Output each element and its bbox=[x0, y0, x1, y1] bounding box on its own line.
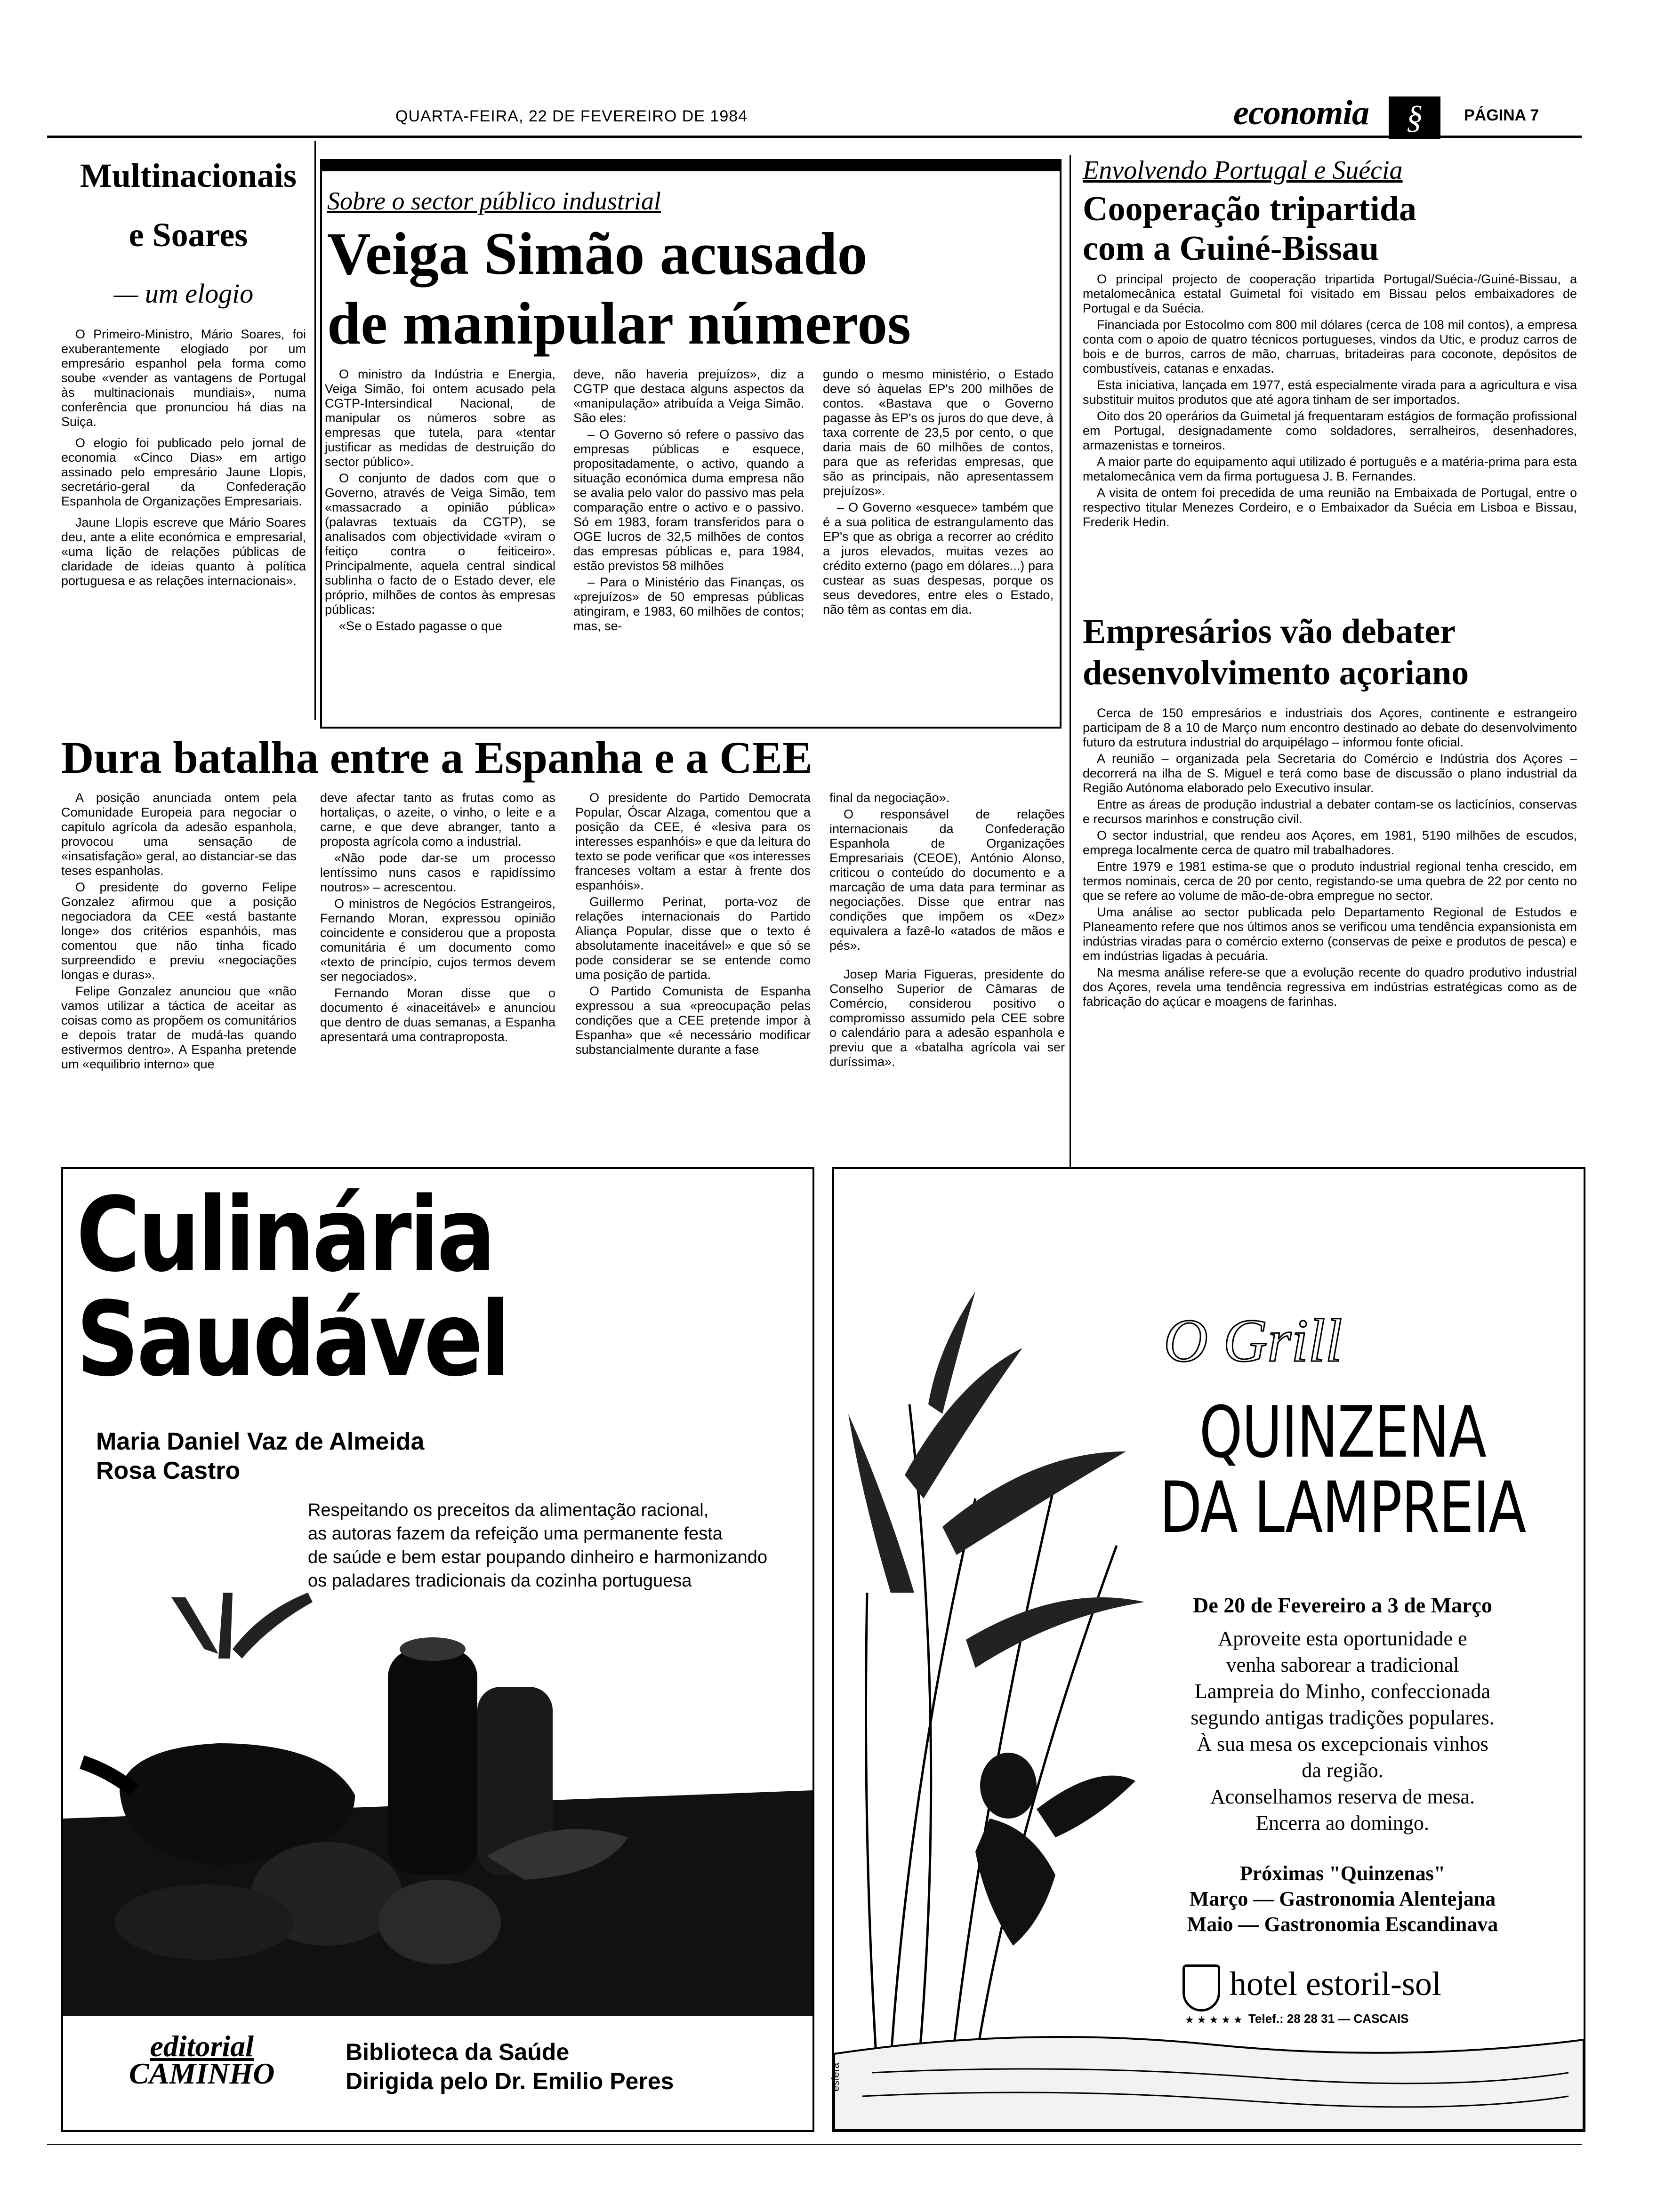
hotel-stars: ★★★★★ bbox=[1185, 2014, 1246, 2026]
ad-culinaria-blurb: Respeitando os preceitos da alimentação racional, as autoras fazem da refeição uma permanente festa de saúde e bem estar poupando dinheiro e harmonizando os paladares tradicionais da cozinha portuguesa bbox=[308, 1500, 768, 1591]
veiga-kicker: Sobre o sector público industrial bbox=[327, 187, 661, 215]
veiga-col2: deve, não haveria prejuízos», diz a CGTP que destaca alguns aspectos da «manipulação» atribuída a Veiga Simão. São eles: – O Governo só refere o passivo das empresas públicas e esquece, propositadamente, o activo, quando a situação económica duma empresa não se avalia pelo valor do passivo mas pela comparação entre o activo e o passivo. Só em 1983, foram transferidos para o OGE lucros de 32,5 milhões de contos das empresas públicas e, para 1984, estão previstos 58 milhões – Para o Ministério das Finanças, os «prejuízos» de 50 empresas públicas atingiram, e 1983, 60 milhões de contos; mas, se- bbox=[573, 367, 804, 633]
multinacionais-subtitle: — um elogio bbox=[113, 278, 254, 309]
bottom-rule bbox=[47, 2144, 1582, 2145]
lampreia-script: O Grill bbox=[1164, 1307, 1343, 1375]
ad-culinaria-title: Culinária Saudável bbox=[76, 1176, 508, 1399]
column-rule bbox=[314, 141, 316, 720]
veiga-col3: gundo o mesmo ministério, o Estado deve só àquelas EP's 200 milhões de contos. «Bastava que o Governo pagasse às EP's os juros do que deve, à taxa corrente de 23,5 por cento, o que daria mais de 60 milhões de contos, para que as referidas empresas, que são as principais, não apresentassem prejuízos». – O Governo «esquece» também que é a sua politica de estrangulamento das EP's que as obriga a recorrer ao crédito a juros elevados, muitas vezes ao crédito externo (pago em dólares...) para custear as suas despesas, porque os seus devedores, entre eles o Estado, não têm as contas em dia. bbox=[823, 367, 1054, 617]
publisher-logo: editorial CAMINHO bbox=[129, 2029, 275, 2090]
section-logo: § bbox=[1389, 96, 1440, 139]
veiga-col1: O ministro da Indústria e Energia, Veiga Simão, foi ontem acusado pela CGTP-Intersindical Nacional, de manipular os números sobre as empresas que tutela, para «tentar justificar as medidas de destruição do sector público». O conjunto de dados com que o Governo, através de Veiga Simão, tem «massacrado a opinião pública» (palavras textuais da CGTP), se analisados com objectividade «viram o feitiço contra o feiticeiro». Principalmente, aquela central sindical sublinha o facto de o Estado dever, ele próprio, milhões de contos às empresas públicas: «Se o Estado pagasse o que bbox=[325, 367, 555, 633]
acores-headline: Empresários vão debater desenvolvimento açoriano bbox=[1083, 612, 1469, 692]
cooperacao-headline: Cooperação tripartida com a Guiné-Bissau bbox=[1083, 190, 1417, 268]
multinacionais-title: Multinacionais e Soares bbox=[80, 157, 297, 254]
hotel-name: hotel estoril-sol bbox=[1230, 1965, 1441, 2003]
lampreia-next: Próximas "Quinzenas" Março — Gastronomia Alentejana Maio — Gastronomia Escandinava bbox=[1187, 1862, 1498, 1936]
multinacionais-body: O Primeiro-Ministro, Mário Soares, foi exuberantemente elogiado por um empresário espanhol pela forma como soube «vender as vantagens de Portugal às multinacionais mundiais», numa conferência que pronunciou há dias na Suiça. O elogio foi publicado pelo jornal de economia «Cinco Dias» em artigo assinado pelo empresário Jaune Llopis, secretário-geral da Confederação Espanhola de Organizações Empresariais. Jaune Llopis escreve que Mário Soares deu, ante a elite económica e empresarial, «uma lição de relações públicas de claridade de ideias quanto à política portuguesa e as relações internacionais». bbox=[61, 327, 306, 588]
ad-credit: esfera bbox=[829, 2062, 841, 2092]
hotel-phone: Telef.: 28 28 31 — CASCAIS bbox=[1248, 2012, 1409, 2026]
hotel-crest-icon bbox=[1182, 1964, 1220, 2012]
cooperacao-body: O principal projecto de cooperação tripartida Portugal/Suécia-/Guiné-Bissau, a metalomecânica estatal Guimetal foi visitado em Bissau pelos embaixadores de Portugal e da Suécia. Financiada por Estocolmo com 800 mil dólares (cerca de 108 mil contos), a empresa conta com o apoio de quatro técnicos portugueses, vindos da Utic, e produz carros de bois e de burros, carros de mão, charruas, britadeiras para coconote, depósitos de combustíveis, catanas e enxadas. Esta iniciativa, lançada em 1977, está especialmente virada para a agricultura e visa substituir muitos produtos que até agora tinham de ser importados. Oito dos 20 operários da Guimetal já frequentaram estágios de formação profissional em Portugal, designadamente como soldadores, serralheiros, desenhadores, armazenistas e torneiros. A maior parte do equipamento aqui utilizado é português e a matéria-prima para esta metalomecânica vem da firma portuguesa J. B. Fernandes. A visita de ontem foi precedida de uma reunião na Embaixada de Portugal, entre o respectivo titular Menezes Cordeiro, e o Embaixador da Suécia em Lisboa e Bissau, Frederik Hedin. bbox=[1083, 272, 1577, 529]
lampreia-text: Aproveite esta oportunidade e venha saborear a tradicional Lampreia do Minho, confeccionada segundo antigas tradições populares. À sua mesa os excepcionais vinhos da região. Aconselhamos reserva de mesa. Encerra ao domingo. bbox=[1190, 1627, 1495, 1835]
ad-culinaria-series: Biblioteca da Saúde Dirigida pelo Dr. Emilio Peres bbox=[346, 2039, 674, 2094]
espanha-col1: A posição anunciada ontem pela Comunidade Europeia para negociar o capitulo agrícola da adesão espanhola, provocou uma sensação de «insatisfação» geral, ao distanciar-se das teses espanholas. O presidente do governo Felipe Gonzalez afirmou que a posição negociadora da CEE «está bastante longe» dos critérios espanhóis, mas comentou que não tinha ficado surpreendido e previu «negociações longas e duras». Felipe Gonzalez anunciou que «não vamos utilizar a táctica de aceitar as coisas como as propõem os comunitários e depois tratar de mudá-las quando estivermos dentro». A Espanha pretende um «equilibrio interno» que bbox=[61, 791, 297, 1071]
lampreia-title: QUINZENA DA LAMPREIA bbox=[1159, 1392, 1526, 1549]
lampreia-dates: De 20 de Fevereiro a 3 de Março bbox=[1193, 1593, 1492, 1617]
espanha-col3: O presidente do Partido Democrata Popular, Óscar Alzaga, comentou que a posição da CEE, é «lesiva para os interesses espanhóis» e que da leitura do texto se pode verificar que «os interesses franceses voltam a estar à frente dos espanhóis». Guillermo Perinat, porta-voz de relações internacionais do Partido Aliança Popular, disse que o texto é absolutamente inaceitável» e que só se pode considerar se se entende como uma posição de partida. O Partido Comunista de Espanha expressou a sua «preocupação pelas condições que a CEE pretende impor à Espanha» que «é necessário modificar substancialmente durante a fase bbox=[575, 791, 811, 1057]
acores-body: Cerca de 150 empresários e industriais dos Açores, continente e estrangeiro participam de 8 a 10 de Março num encontro destinado ao debate do desenvolvimento futuro da estrutura industrial do arquipélago – informou fonte oficial. A reunião – organizada pela Secretaria do Comércio e Indústria dos Açores – decorrerá na ilha de S. Miguel e terá como base de discussão o plano industrial da Região Autónoma elaborado pelo Executivo insular. Entre as áreas de produção industrial a debater contam-se os lacticínios, conservas e recursos marinhos e construção civil. O sector industrial, que rendeu aos Açores, em 1981, 5190 milhões de escudos, emprega localmente cerca de quatro mil trabalhadores. Entre 1979 e 1981 estima-se que o produto industrial regional tenha crescido, em termos nominais, cerca de 20 por cento, registando-se uma quebra de 22 por cento no que se refere ao volume de mão-de-obra empregue no sector. Uma análise ao sector publicada pelo Departamento Regional de Estudos e Planeamento refere que nos últimos anos se verificou uma tendência expansionista em indústrias viradas para o comércio externo (conservas de peixe e produtos de pesca) e em indústrias ligadas à pecuária. Na mesma análise refere-se que a evolução recente do quadro produtivo industrial dos Açores, revela uma tendência regressiva em indústrias estratégicas como as de fabricação do açúcar e moagens de farinhas. bbox=[1083, 706, 1577, 1009]
espanha-headline: Dura batalha entre a Espanha e a CEE bbox=[61, 732, 812, 783]
veiga-headline: Veiga Simão acusado de manipular números bbox=[327, 220, 911, 357]
column-rule bbox=[1070, 155, 1071, 1167]
still-life-illustration bbox=[63, 1593, 812, 2016]
section-title: economia bbox=[1233, 94, 1369, 132]
header-rule bbox=[47, 136, 1582, 138]
ad-culinaria bbox=[61, 1167, 814, 2132]
cooperacao-kicker: Envolvendo Portugal e Suécia bbox=[1083, 156, 1403, 185]
ad-culinaria-authors: Maria Daniel Vaz de Almeida Rosa Castro bbox=[96, 1428, 425, 1484]
espanha-col4: final da negociação». O responsável de relações internacionais da Confederação Espanhola de Organizações Empresariais (CEOE), António Alonso, criticou o conteúdo do documento e a marcação de uma data para terminar as negociações. Disse que entrar nas condições que impõem os «Dez» equivalera a fazê-lo «atados de mãos e pés». Josep Maria Figueras, presidente do Conselho Superior de Câmaras de Comércio, considerou positivo o compromisso assumido pela CEE sobre o calendário para a adesão espanhola e previu que a «batalha agrícola vai ser duríssima». bbox=[829, 791, 1065, 1069]
espanha-col2: deve afectar tanto as frutas como as hortaliças, o azeite, o vinho, o leite e a carne, e que deve abranger, tanto a proposta agrícola como a industrial. «Não pode dar-se um processo lentíssimo nuns casos e rapidíssimo noutros» – acrescentou. O ministros de Negócios Estrangeiros, Fernando Moran, expressou opinião coincidente e considerou que a proposta comunitária é um documento como «texto de princípio, cujos termos devem ser negociados». Fernando Moran disse que o documento é «inaceitável» e anunciou que dentro de duas semanas, a Espanha apresentará uma contraproposta. bbox=[320, 791, 555, 1044]
page-number: PÁGINA 7 bbox=[1464, 106, 1539, 124]
ad-lampreia bbox=[829, 1167, 1585, 2132]
page-date: QUARTA-FEIRA, 22 DE FEVEREIRO DE 1984 bbox=[395, 107, 748, 125]
